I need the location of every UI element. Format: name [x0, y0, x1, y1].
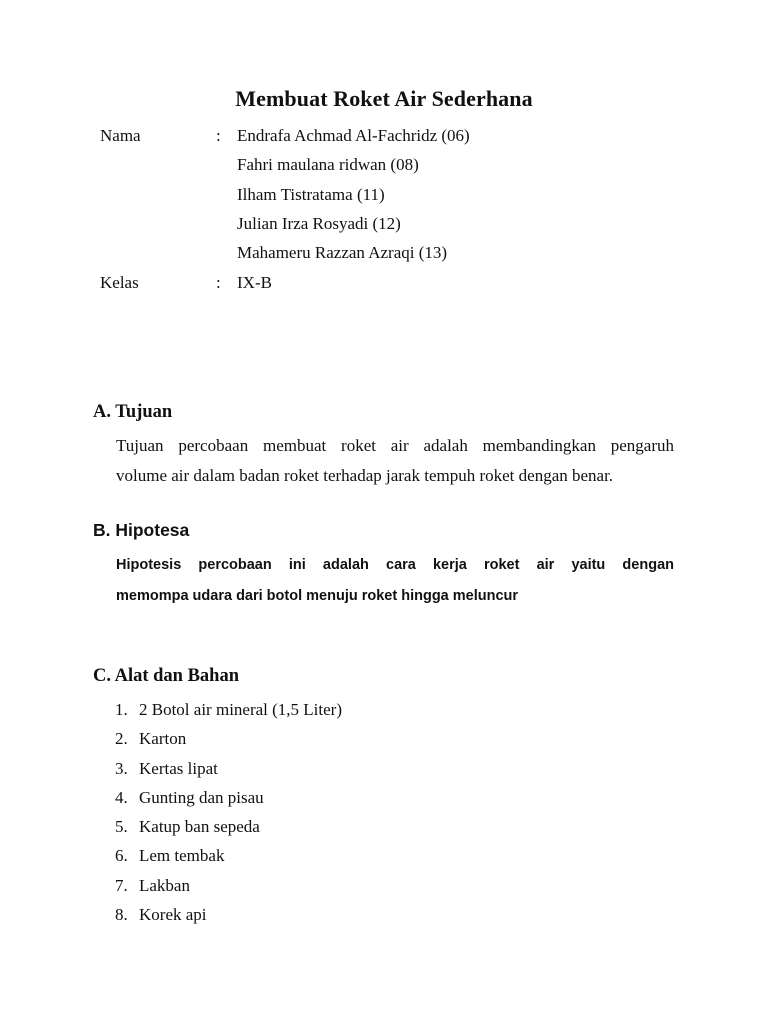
list-number: 2. [115, 729, 128, 749]
document-title: Membuat Roket Air Sederhana [235, 86, 533, 111]
list-number: 3. [115, 758, 128, 778]
kelas-separator: : [216, 273, 221, 292]
list-text: Korek api [139, 905, 207, 925]
paragraph-line: Tujuan percobaan membuat roket air adalah membandingkan pengaruh [116, 436, 674, 455]
section-b-heading: B. Hipotesa [93, 520, 190, 540]
nama-separator: : [216, 126, 221, 145]
kelas-label: Kelas [100, 273, 139, 292]
list-text: 2 Botol air mineral (1,5 Liter) [139, 700, 342, 719]
member-name: Julian Irza Rosyadi (12) [237, 214, 401, 233]
member-name: Mahameru Razzan Azraqi (13) [237, 243, 448, 262]
section-a-heading: A. Tujuan [93, 402, 173, 422]
paragraph-line: Hipotesis percobaan ini adalah cara kerja roket air yaitu dengan [116, 557, 674, 573]
member-name: Fahri maulana ridwan (08) [237, 155, 419, 174]
list-text: Kertas lipat [139, 758, 218, 778]
section-b-paragraph [116, 550, 674, 612]
list-number: 8. [115, 905, 128, 925]
section-a-paragraph [116, 431, 674, 491]
list-number: 4. [115, 787, 128, 807]
list-number: 5. [115, 817, 128, 837]
nama-label: Nama [100, 126, 141, 145]
list-number: 7. [115, 875, 128, 895]
list-number: 6. [115, 846, 128, 866]
kelas-value: IX-B [237, 273, 272, 292]
paragraph-line: volume air dalam badan roket terhadap jarak tempuh roket dengan benar. [116, 466, 614, 485]
paragraph-line: memompa udara dari botol menuju roket hingga meluncur [116, 588, 519, 604]
member-name: Ilham Tistratama (11) [237, 185, 385, 204]
list-text: Lakban [139, 875, 190, 895]
member-name: Endrafa Achmad Al-Fachridz (06) [237, 126, 470, 145]
list-text: Lem tembak [139, 846, 225, 866]
list-text: Katup ban sepeda [139, 817, 260, 837]
list-text: Karton [139, 729, 187, 749]
section-c-heading: C. Alat dan Bahan [93, 666, 239, 686]
list-number: 1. [115, 700, 128, 719]
list-text: Gunting dan pisau [139, 787, 264, 807]
